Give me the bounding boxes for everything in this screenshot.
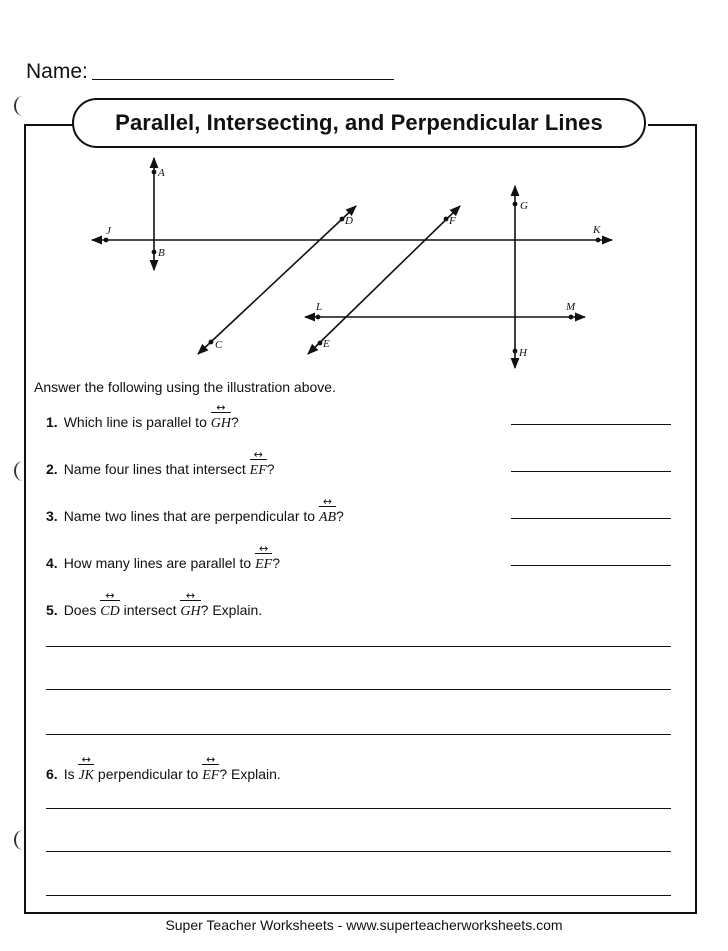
answer-line-6c[interactable] [46, 895, 671, 896]
label-g: G [520, 200, 528, 212]
answer-line-2[interactable] [511, 471, 671, 472]
question-3: 3. Name two lines that are perpendicular to AB ↔? [46, 504, 344, 526]
line-symbol: AB ↔ [319, 504, 336, 526]
line-symbol: EF ↔ [202, 762, 219, 784]
point-f [444, 217, 449, 222]
label-f: F [449, 215, 456, 227]
line-symbol: GH ↔ [180, 598, 200, 620]
answer-line-3[interactable] [511, 518, 671, 519]
label-b: B [158, 247, 165, 259]
name-answer-line[interactable] [92, 79, 394, 80]
point-b [152, 250, 157, 255]
title-banner [72, 98, 646, 148]
label-m: M [566, 301, 576, 313]
line-symbol: EF ↔ [255, 551, 272, 573]
answer-line-1[interactable] [511, 424, 671, 425]
question-6: 6. Is JK ↔ perpendicular to EF ↔? Explain. [46, 762, 281, 784]
label-h: H [519, 347, 527, 359]
point-h [513, 349, 518, 354]
line-symbol: CD ↔ [100, 598, 119, 620]
answer-line-5c[interactable] [46, 734, 671, 735]
line-symbol: JK ↔ [78, 762, 94, 784]
line-ef [308, 206, 460, 354]
point-l [316, 315, 321, 320]
point-m [569, 315, 574, 320]
label-e: E [323, 338, 330, 350]
point-g [513, 202, 518, 207]
answer-line-4[interactable] [511, 565, 671, 566]
page-title: Parallel, Intersecting, and Perpendicular Lines [115, 110, 603, 135]
hole-punch-mark [14, 461, 32, 481]
line-symbol: EF ↔ [250, 457, 267, 479]
question-4: 4. How many lines are parallel to EF ↔? [46, 551, 280, 573]
label-c: C [215, 339, 223, 351]
label-d: D [345, 215, 353, 227]
label-j: J [106, 225, 111, 237]
instructions-text: Answer the following using the illustration above. [34, 379, 336, 395]
point-d [340, 217, 345, 222]
question-2: 2. Name four lines that intersect EF ↔? [46, 457, 275, 479]
frame-top-right [648, 124, 695, 126]
name-label: Name: [26, 60, 88, 83]
footer-credit: Super Teacher Worksheets - www.superteacherworksheets.com [165, 917, 563, 933]
hole-punch-mark [14, 96, 32, 116]
answer-line-5b[interactable] [46, 689, 671, 690]
point-k [596, 238, 601, 243]
label-k: K [593, 224, 601, 236]
line-cd [198, 206, 356, 354]
answer-line-6a[interactable] [46, 808, 671, 809]
question-1: 1. Which line is parallel to GH ↔? [46, 410, 239, 432]
question-5: 5. Does CD ↔ intersect GH ↔? Explain. [46, 598, 262, 620]
point-j [104, 238, 109, 243]
answer-line-6b[interactable] [46, 851, 671, 852]
line-symbol: GH ↔ [211, 410, 231, 432]
lines-diagram [0, 150, 728, 375]
point-c [209, 340, 214, 345]
label-l: L [316, 301, 323, 313]
label-a: A [158, 167, 165, 179]
hole-punch-mark [14, 830, 32, 850]
point-e [318, 341, 323, 346]
answer-line-5a[interactable] [46, 646, 671, 647]
point-a [152, 170, 157, 175]
frame-top-left [24, 124, 74, 126]
